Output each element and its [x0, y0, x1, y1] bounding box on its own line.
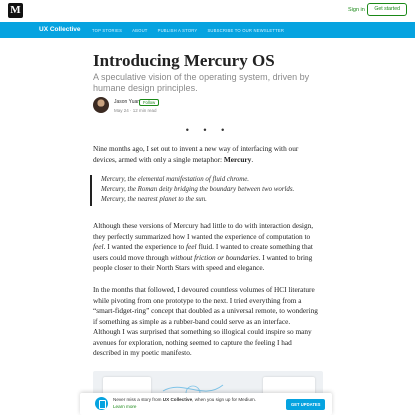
nav-about[interactable]: ABOUT	[132, 27, 148, 33]
quote-line: Mercury, the elemental manifestation of fluid chrome.	[101, 176, 249, 183]
section-separator: • • •	[185, 125, 231, 135]
read-time: 12 min read	[132, 107, 157, 113]
quote-line: Mercury, the nearest planet to the sun.	[101, 196, 207, 204]
article-subtitle: A speculative vision of the operating system, driven by humane design principles.	[93, 72, 310, 93]
get-updates-button[interactable]: GET UPDATES	[286, 399, 325, 410]
paragraph-months: In the months that followed, I devoured countless volumes of HCI literature while pivoting from one prototype to the next. I tried everything from a “smart-fidget-ring” concept that doubled as a universal remote, to wondering if something as simple as a rubber-band could serve as an interface. Although I was surprised that something so illogical could inspire so many avenues for exploration, nothing seemed to capture the feeling I had described in my poetic manifesto.	[93, 285, 318, 357]
nav-publish-a-story[interactable]: PUBLISH A STORY	[157, 27, 198, 33]
paragraph-feel: Although these versions of Mercury had little to do with interaction design, they perfectly summarized how I wanted the experience of computation to feel. I wanted the experience to feel fluid. I wanted to create something that users could move through without friction or boundaries. I wanted to bring people closer to their North Stars with speed and elegance.	[93, 221, 314, 272]
mercury-bold: Mercury	[223, 154, 252, 164]
nav-top-stories[interactable]: TOP STORIES	[92, 27, 123, 33]
article-title: Introducing Mercury OS	[93, 51, 275, 70]
article-date: May 24	[114, 107, 129, 113]
signup-banner	[80, 393, 332, 415]
top-bar	[0, 0, 415, 22]
ux-collective-logo-icon	[95, 397, 108, 410]
banner-text: Never miss a story from UX Collective, when you sign up for Medium. Learn more	[113, 397, 256, 409]
nav-subscribe-newsletter[interactable]: SUBSCRIBE TO OUR NEWSLETTER	[207, 27, 285, 33]
author-avatar[interactable]	[93, 97, 109, 113]
publication-links	[92, 28, 284, 33]
author-name[interactable]: Jason Yuan	[114, 99, 141, 105]
learn-more-link[interactable]: Learn more	[113, 403, 137, 409]
publication-name[interactable]: UX Collective	[39, 26, 81, 33]
follow-button[interactable]: Follow	[139, 99, 159, 106]
medium-logo[interactable]: M	[8, 3, 23, 18]
sign-in-link[interactable]: Sign in	[348, 7, 365, 13]
get-started-button[interactable]: Get started	[367, 3, 407, 16]
article-meta: May 24 · 12 min read	[114, 107, 157, 113]
publication-nav	[0, 22, 415, 38]
mercury-quote	[90, 175, 315, 206]
quote-line: Mercury, the Roman deity bridging the boundary between two worlds.	[101, 186, 295, 194]
paragraph-intro: Nine months ago, I set out to invent a new way of interfacing with our devices, armed with only a single metaphor: Mercury.	[93, 144, 299, 164]
